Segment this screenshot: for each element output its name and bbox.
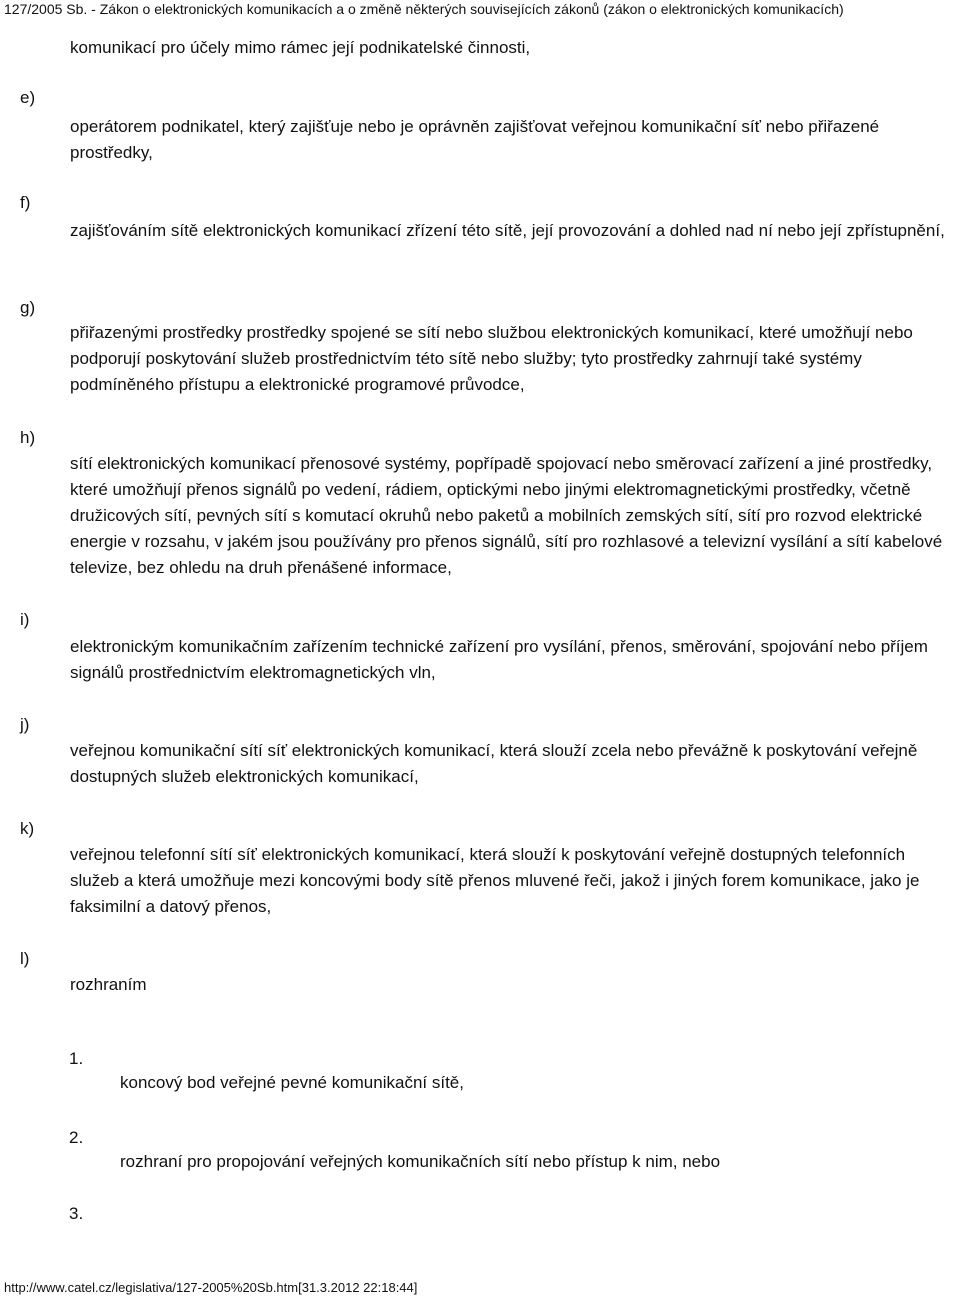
- subitem-text-2: rozhraní pro propojování veřejných komunikačních sítí nebo přístup k nim, nebo: [120, 1152, 721, 1171]
- item-marker-l: l): [20, 949, 30, 968]
- item-marker-k: k): [20, 819, 35, 838]
- document-footer-url: http://www.catel.cz/legislativa/127-2005%20Sb.htm[31.3.2012 22:18:44]: [4, 1280, 418, 1295]
- subitem-number-3: 3.: [69, 1204, 84, 1223]
- document-header: 127/2005 Sb. - Zákon o elektronických komunikacích a o změně některých souvisejících zákonů (zákon o elektronických komunikacích): [4, 1, 844, 17]
- definition-text-g: přiřazenými prostředky prostředky spojené se sítí nebo službou elektronických komunikací, které umožňují nebo podporují poskytování služeb prostřednictvím této sítě nebo služby; tyto prostředky zahrnují také systémy podmíněného přístupu a elektronické programové průvodce,: [70, 323, 913, 394]
- definition-text-j: veřejnou komunikační sítí síť elektronických komunikací, která slouží zcela nebo převážně k poskytování veřejně dostupných služeb elektronických komunikací,: [70, 741, 918, 786]
- item-marker-j: j): [20, 715, 30, 734]
- item-marker-g: g): [20, 298, 36, 317]
- subitem-number-2: 2.: [69, 1128, 84, 1147]
- lead-text: komunikací pro účely mimo rámec její podnikatelské činnosti,: [70, 38, 531, 57]
- definition-text-i: elektronickým komunikačním zařízením technické zařízení pro vysílání, přenos, směrování, spojování nebo příjem signálů prostřednictvím elektromagnetických vln,: [70, 637, 928, 682]
- item-marker-h: h): [20, 428, 36, 447]
- subitem-number-1: 1.: [69, 1049, 84, 1068]
- definition-text-l: rozhraním: [70, 975, 147, 994]
- subitem-text-1: koncový bod veřejné pevné komunikační sítě,: [120, 1073, 464, 1092]
- definition-text-h: sítí elektronických komunikací přenosové systémy, popřípadě spojovací nebo směrovací zařízení a jiné prostředky, které umožňují přenos signálů po vedení, rádiem, optickými nebo jinými elektromagnetickými prostředky, včetně družicových sítí, pevných sítí s komutací okruhů nebo paketů a mobilních zemských sítí, sítí pro rozvod elektrické energie v rozsahu, v jakém jsou používány pro přenos signálů, sítí pro rozhlasové a televizní vysílání a sítí kabelové televize, bez ohledu na druh přenášené informace,: [70, 454, 943, 577]
- definition-text-f: zajišťováním sítě elektronických komunikací zřízení této sítě, její provozování a dohled nad ní nebo její zpřístupnění,: [70, 221, 945, 240]
- item-marker-f: f): [20, 193, 31, 212]
- item-marker-e: e): [20, 88, 36, 107]
- item-marker-i: i): [20, 610, 30, 629]
- definition-text-e: operátorem podnikatel, který zajišťuje nebo je oprávněn zajišťovat veřejnou komunikační síť nebo přiřazené prostředky,: [70, 117, 880, 162]
- definition-text-k: veřejnou telefonní sítí síť elektronických komunikací, která slouží k poskytování veřejně dostupných telefonních služeb a která umožňuje mezi koncovými body sítě přenos mluvené řeči, jakož i jiných forem komunikace, jako je faksimilní a datový přenos,: [70, 845, 920, 916]
